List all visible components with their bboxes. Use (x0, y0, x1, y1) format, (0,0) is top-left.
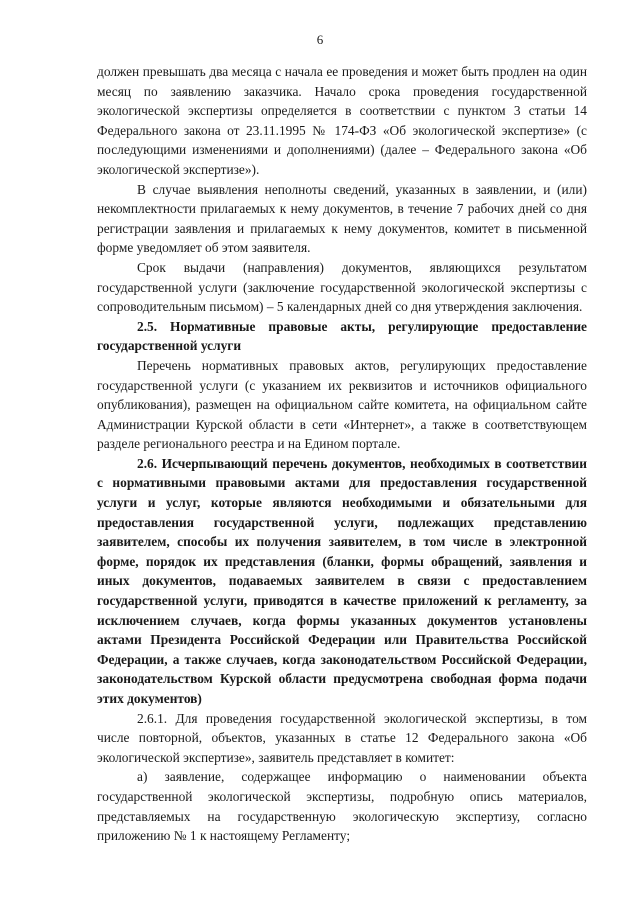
paragraph-deadline-continuation: должен превышать два месяца с начала ее проведения и может быть продлен на один месяц по заявлению заказчика. Начало срока проведения государственной экологической экспертизы определяется в соответствии с пунктом 3 статьи 14 Федерального закона от 23.11.1995 № 174-ФЗ «Об экологической экспертизе» (с последующими изменениями и дополнениями) (далее – Федерального закона «Об экологической экспертизе»). (97, 64, 587, 177)
paragraph-legal-acts-list: Перечень нормативных правовых актов, регулирующих предоставление государственной услуги (с указанием их реквизитов и источников официального опубликования), размещен на официальном сайте комитета, на официальном сайте Администрации Курской области в сети «Интернет», а также в соответствующем разделе регионального реестра и на Едином портале. (97, 357, 587, 452)
paragraph-2-6-1: 2.6.1. Для проведения государственной экологической экспертизы, в том числе повторной, объектов, указанных в статье 12 Федерального закона «Об экологической экспертизе», заявитель представляет в комитет: (97, 710, 587, 765)
section-heading-2-5: 2.5. Нормативные правовые акты, регулирующие предоставление государственной услуги (97, 318, 587, 354)
page-number: 6 (316, 32, 324, 47)
section-heading-2-6: 2.6. Исчерпывающий перечень документов, необходимых в соответствии с нормативными правовыми актами для предоставления государственной услуги и услуг, которые являются необходимыми и обязательными для предоставления государственной услуги, подлежащих представлению заявителем, способы их получения заявителем, в том числе в электронной форме, порядок их представления (бланки, формы обращений, заявления и иных документов, подаваемых заявителем в связи с предоставлением государственной услуги, приводятся в качестве приложений к регламенту, за исключением случаев, когда формы указанных документов установлены актами Президента Российской Федерации или Правительства Российской Федерации, а также случаев, когда законодательством Российской Федерации, законодательством Курской области предусмотрена свободная форма подачи этих документов) (97, 455, 587, 706)
paragraph-item-a: а) заявление, содержащее информацию о наименовании объекта государственной экологической экспертизы, подробную опись материалов, представляемых на государственную экологическую экспертизу, согласно приложению № 1 к настоящему Регламенту; (97, 769, 587, 844)
document-body (97, 62, 587, 846)
paragraph-issue-term: Срок выдачи (направления) документов, являющихся результатом государственной услуги (заключение государственной экологической экспертизы с сопроводительным письмом) – 5 календарных дней со дня утверждения заключения. (97, 259, 587, 315)
paragraph-incomplete-info: В случае выявления неполноты сведений, указанных в заявлении, и (или) некомплектности прилагаемых к нему документов, в течение 7 рабочих дней со дня регистрации заявления и прилагаемых к нему документов, комитет в письменной форме уведомляет об этом заявителя. (97, 181, 587, 256)
